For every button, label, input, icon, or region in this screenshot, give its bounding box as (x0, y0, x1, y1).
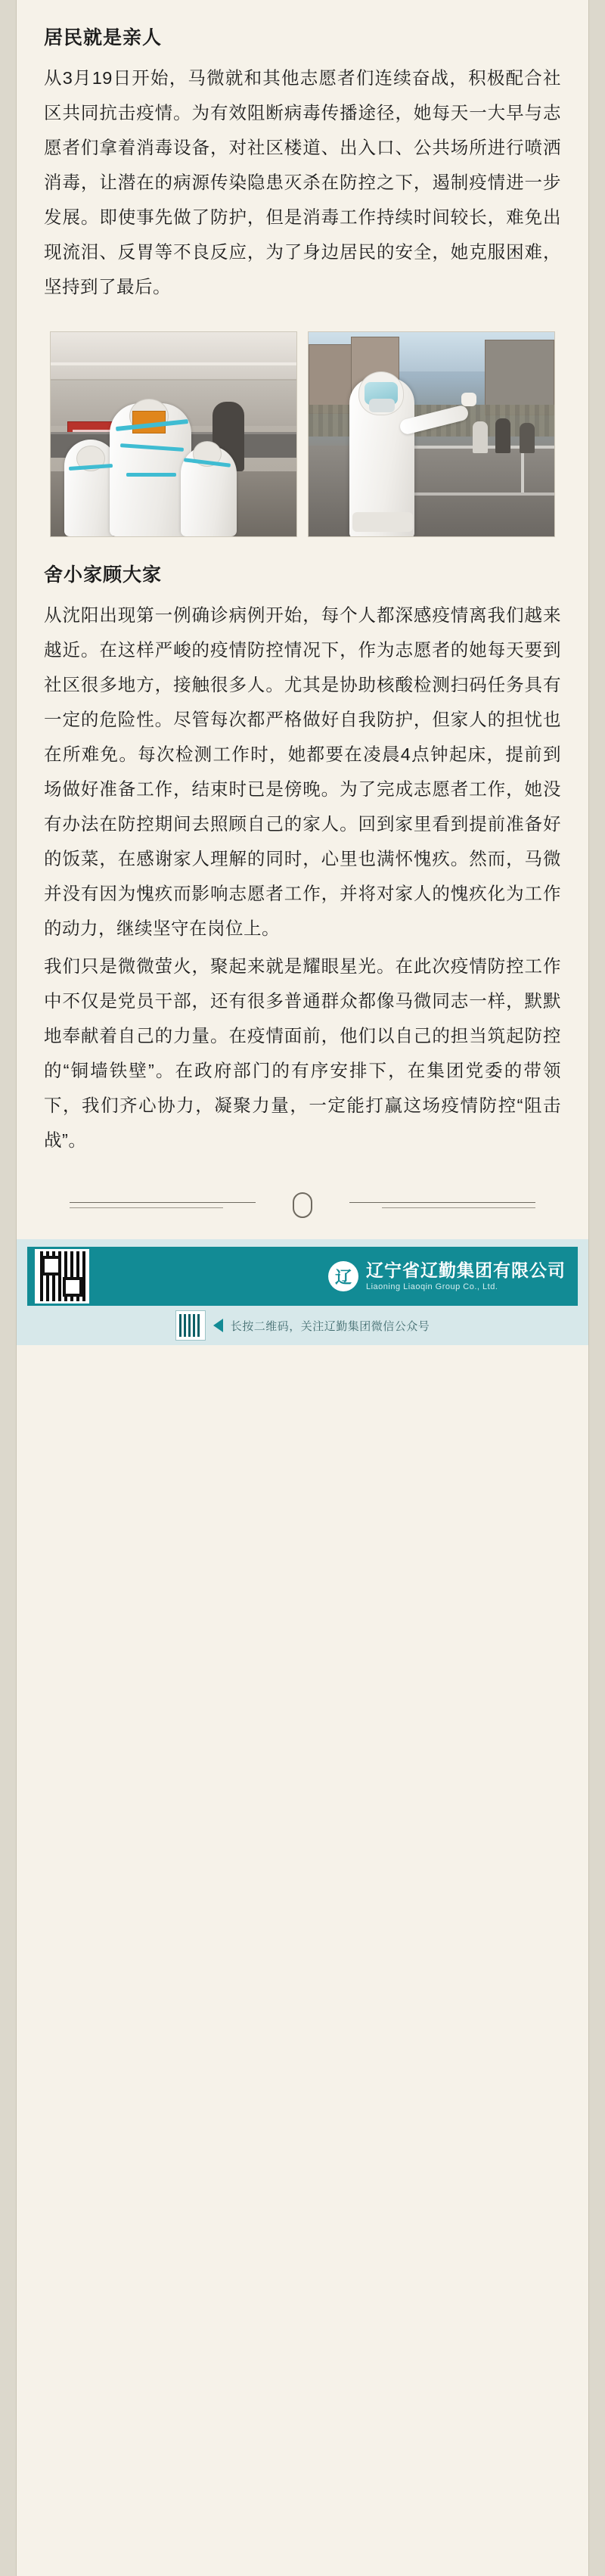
qr-code-small-icon[interactable] (175, 1310, 206, 1341)
section-2-paragraph-1: 从沈阳出现第一例确诊病例开始，每个人都深感疫情离我们越来越近。在这样严峻的疫情防控情况下，作为志愿者的她每天要到社区很多地方，接触很多人。尤其是协助核酸检测扫码任务具有一定的危险性。尽管每次都严格做好自我防护，但家人的担忧也在所难免。每次检测工作时，她都要在凌晨4点钟起床，提前到场做好准备工作，结束时已是傍晚。为了完成志愿者工作，她没有办法在防控期间去照顾自己的家人。回到家里看到提前准备好的饭菜，在感谢家人理解的同时，心里也满怀愧疚。然而，马微并没有因为愧疚而影响志愿者工作，并将对家人的愧疚化为工作的动力，继续坚守在岗位上。 (44, 605, 561, 938)
photo2-building-left (309, 344, 352, 414)
footer-follow-row (27, 1306, 578, 1345)
company-name-cn: 辽宁省辽勤集团有限公司 (366, 1260, 566, 1280)
divider-line-left (70, 1202, 256, 1203)
photo2-bystander-2 (520, 423, 535, 453)
photo2-bystander-3 (473, 421, 488, 453)
photo-row (44, 331, 561, 537)
footer-card (17, 1239, 588, 1345)
article-body (17, 0, 588, 1223)
article-content (17, 0, 588, 2576)
company-logo-icon (328, 1261, 358, 1291)
photo1-tape-3 (126, 473, 176, 477)
follow-instruction-text: 长按二维码，关注辽勤集团微信公众号 (230, 1319, 430, 1333)
photo2-shoe-covers (352, 512, 413, 532)
divider-line-right (349, 1202, 535, 1203)
photo2-volunteer-hand (461, 393, 476, 406)
footer-inner (27, 1247, 578, 1345)
photo2-building-right (485, 340, 554, 415)
section-title-2: 舍小家顾大家 (44, 564, 163, 586)
decorative-left-band (0, 0, 17, 2576)
photo1-ceiling-light (51, 362, 296, 365)
photo-volunteers-indoor (50, 331, 297, 537)
section-2-paragraph-2: 我们只是微微萤火，聚起来就是耀眼星光。在此次疫情防控工作中不仅是党员干部，还有很多普通群众都像马微同志一样，默默地奉献着自己的力量。在疫情面前，他们以自己的担当筑起防控的“铜墙铁壁”。在政府部门的有序安排下，在集团党委的带领下，我们齐心协力，凝聚力量，一定能打赢这场疫情防控“阻击战”。 (44, 956, 561, 1150)
brand-text-group (89, 1260, 570, 1293)
photo-volunteer-outdoor (308, 331, 555, 537)
brand-names (366, 1260, 566, 1293)
divider-line-right-2 (382, 1207, 535, 1208)
photo2-bystander-1 (495, 418, 510, 453)
decorative-right-band (588, 0, 605, 2576)
divider-ornament (293, 1192, 312, 1218)
section-title-1: 居民就是亲人 (44, 27, 163, 48)
photo2-face-mask (369, 399, 395, 412)
section-divider (70, 1192, 535, 1223)
photo1-ceiling (51, 332, 296, 381)
company-name-en: Liaoning Liaoqin Group Co., Ltd. (366, 1282, 498, 1291)
play-triangle-icon (213, 1319, 223, 1332)
qr-code-icon[interactable] (35, 1249, 89, 1304)
brand-bar (27, 1247, 578, 1306)
section-1-paragraph-1: 从3月19日开始，马微就和其他志愿者们连续奋战，积极配合社区共同抗击疫情。为有效阻断病毒传播途径，她每天一大早与志愿者们拿着消毒设备，对社区楼道、出入口、公共场所进行喷洒消毒，让潜在的病源传染隐患灭杀在防控之下，遏制疫情进一步发展。即使事先做了防护，但是消毒工作持续时间较长，难免出现流泪、反胃等不良反应，为了身边居民的安全，她克服困难，坚持到了最后。 (44, 68, 561, 297)
divider-line-left-2 (70, 1207, 223, 1208)
